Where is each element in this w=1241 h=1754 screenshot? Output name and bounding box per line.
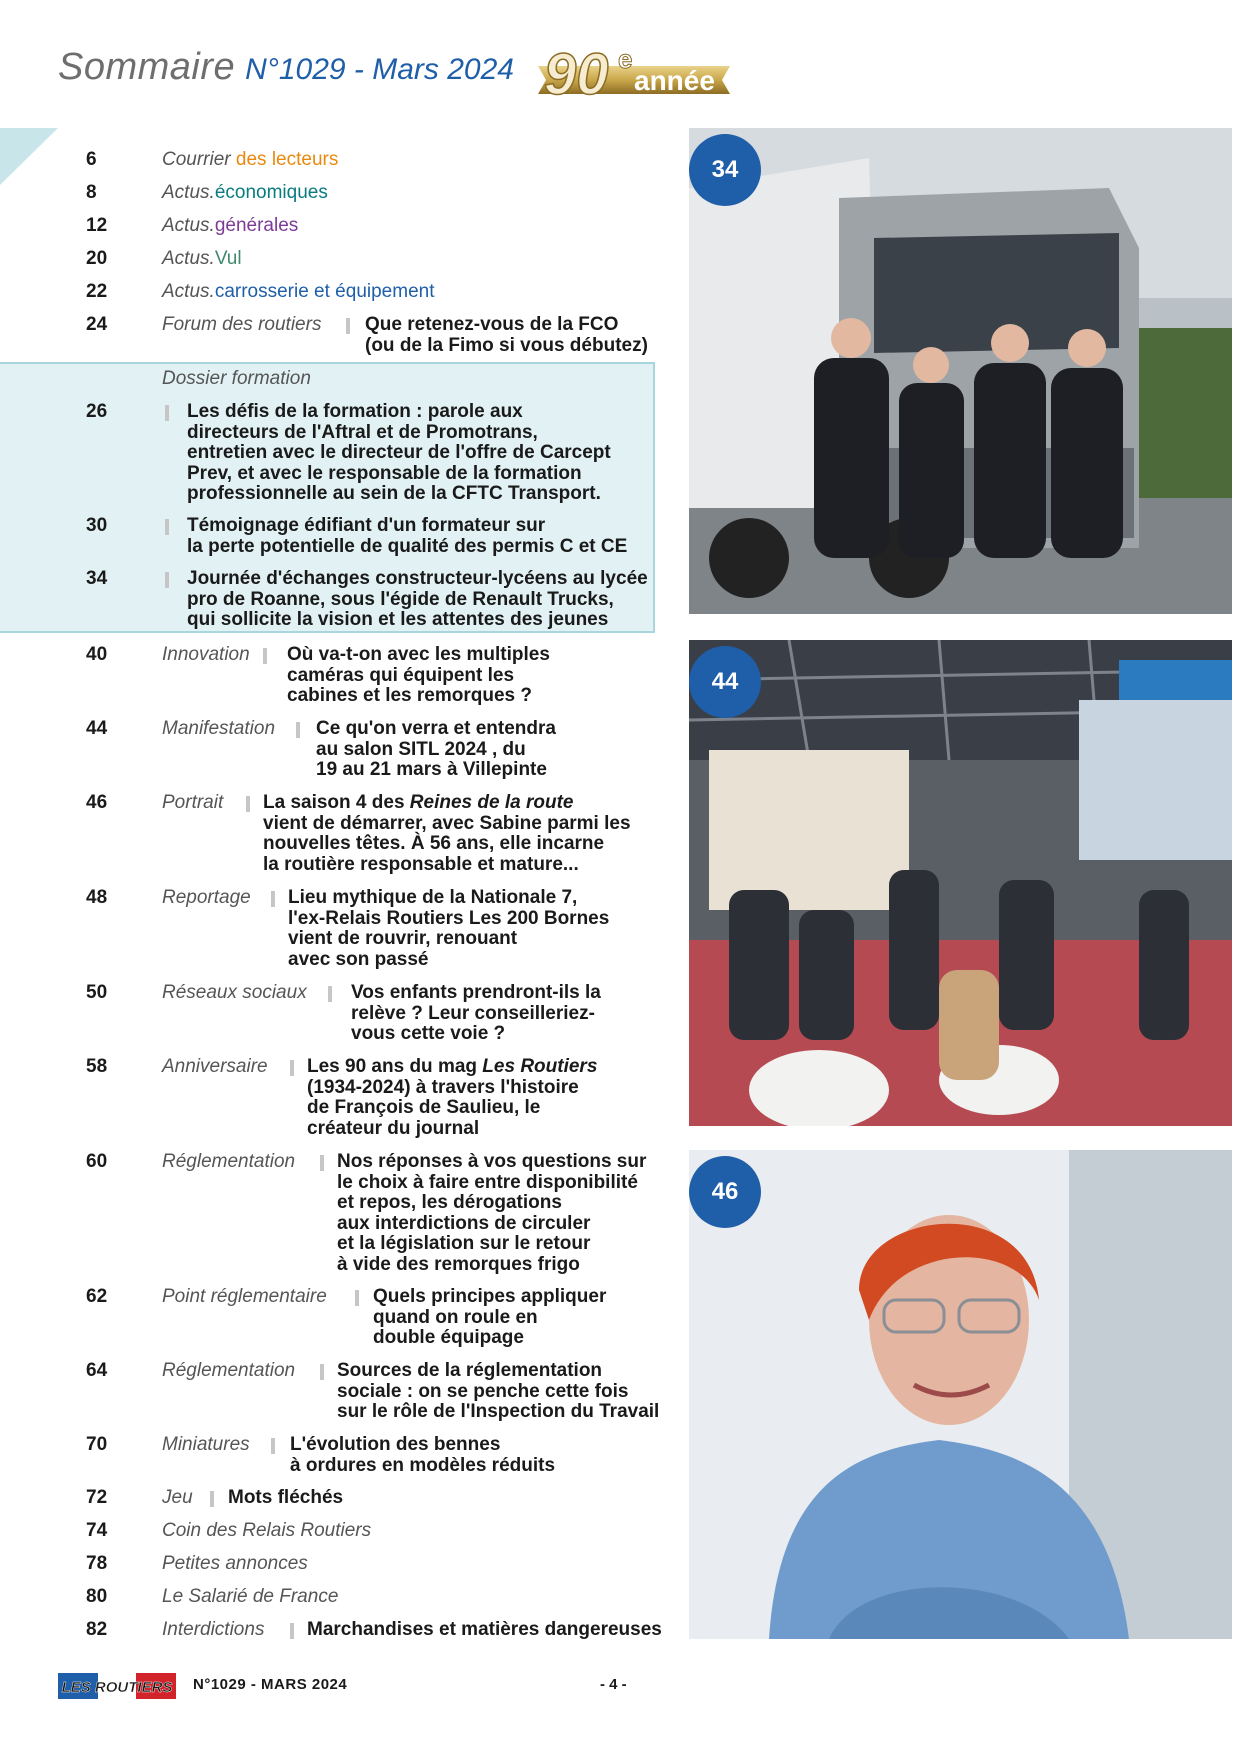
page-title: Sommaire — [58, 46, 236, 88]
photo-page-badge: 46 — [689, 1156, 761, 1228]
toc-category: Réglementation — [162, 1360, 296, 1381]
toc-description: Ce qu'on verra et entendra au salon SITL 2024 , du 19 au 21 mars à Villepinte — [316, 718, 556, 780]
toc-description: Témoignage édifiant d'un formateur sur la perte potentielle de qualité des permis C et CE — [187, 515, 628, 557]
toc-page-number: 72 — [86, 1487, 108, 1508]
separator — [320, 1364, 324, 1380]
toc-page-number: 58 — [86, 1056, 108, 1077]
svg-text:LES ROUTIERS: LES ROUTIERS — [61, 1679, 173, 1696]
toc-page-number: 24 — [86, 314, 108, 335]
toc-category: Réglementation — [162, 1151, 296, 1172]
toc-category: Coin des Relais Routiers — [162, 1520, 372, 1541]
toc-page-number: 70 — [86, 1434, 108, 1455]
separator — [355, 1290, 359, 1306]
toc-description: Les défis de la formation : parole aux directeurs de l'Aftral et de Promotrans, entretien avec le directeur de l'offre de Carcept Prev, et avec le responsable de la formation professionnelle au sein de la CFTC Transport. — [187, 401, 611, 504]
separator — [263, 648, 267, 664]
issue-label: N°1029 - Mars 2024 — [245, 53, 514, 86]
anniversary-suffix: e — [618, 44, 633, 74]
anniversary-word: année — [634, 65, 715, 96]
separator — [271, 1438, 275, 1454]
separator — [246, 796, 250, 812]
photo-page-badge: 34 — [689, 134, 761, 206]
toc-page-number: 64 — [86, 1360, 108, 1381]
toc-page-number: 8 — [86, 182, 97, 203]
toc-description: Journée d'échanges constructeur-lycéens au lycée pro de Roanne, sous l'égide de Renault Trucks, qui sollicite la vision et les attentes des jeunes — [187, 568, 648, 630]
dossier-title: Dossier formation — [162, 368, 311, 389]
photo-page-badge: 44 — [689, 646, 761, 718]
separator — [320, 1155, 324, 1171]
toc-category: Petites annonces — [162, 1553, 308, 1574]
toc-category: Reportage — [162, 887, 251, 908]
toc-page-number: 46 — [86, 792, 108, 813]
toc-category: Innovation — [162, 644, 250, 665]
photo-trade-show — [689, 640, 1232, 1126]
toc-page-number: 12 — [86, 215, 108, 236]
toc-page-number: 34 — [86, 568, 108, 589]
toc-page-number: 30 — [86, 515, 108, 536]
toc-description: Où va-t-on avec les multiples caméras qui équipent les cabines et les remorques ? — [287, 644, 550, 706]
toc-category: Réseaux sociaux — [162, 982, 307, 1003]
separator — [290, 1623, 294, 1639]
photo-portrait — [689, 1150, 1232, 1639]
toc-description: Quels principes appliquer quand on roule en double équipage — [373, 1286, 607, 1348]
toc-category: Jeu — [162, 1487, 193, 1508]
separator — [165, 519, 169, 535]
toc-page-number: 44 — [86, 718, 108, 739]
separator — [296, 722, 300, 738]
toc-category: Actus.carrosserie et équipement — [162, 281, 435, 302]
toc-description: La saison 4 des Reines de la route vient de démarrer, avec Sabine parmi les nouvelles têtes. À 56 ans, elle incarne la routière responsable et mature... — [263, 792, 631, 875]
anniversary-badge — [530, 38, 740, 108]
toc-description: Marchandises et matières dangereuses — [307, 1619, 662, 1640]
anniversary-number: 90 — [544, 42, 609, 107]
toc-category: Portrait — [162, 792, 224, 813]
toc-page-number: 6 — [86, 149, 97, 170]
toc-description: Nos réponses à vos questions sur le choix à faire entre disponibilité et repos, les dérogations aux interdictions de circuler et la législation sur le retour à vide des remorques frigo — [337, 1151, 647, 1275]
toc-category: Actus.Vul — [162, 248, 242, 269]
les-routiers-logo — [58, 1673, 176, 1699]
toc-category: Interdictions — [162, 1619, 265, 1640]
toc-page-number: 48 — [86, 887, 108, 908]
toc-page-number: 82 — [86, 1619, 108, 1640]
toc-category: Point réglementaire — [162, 1286, 327, 1307]
toc-page-number: 50 — [86, 982, 108, 1003]
separator — [210, 1491, 214, 1507]
toc-category: Actus.économiques — [162, 182, 328, 203]
photo-truck-group — [689, 128, 1232, 614]
toc-page-number: 26 — [86, 401, 108, 422]
toc-page-number: 80 — [86, 1586, 108, 1607]
corner-decoration — [0, 128, 58, 185]
page-number: - 4 - — [600, 1676, 627, 1693]
page-header — [58, 46, 514, 96]
toc-description: Mots fléchés — [228, 1487, 344, 1508]
toc-category: Courrier des lecteurs — [162, 149, 339, 170]
toc-page-number: 74 — [86, 1520, 108, 1541]
toc-description: Que retenez-vous de la FCO (ou de la Fimo si vous débutez) — [365, 314, 648, 356]
toc-description: Vos enfants prendront-ils la relève ? Leur conseilleriez- vous cette voie ? — [351, 982, 601, 1044]
separator — [165, 405, 169, 421]
separator — [290, 1060, 294, 1076]
toc-category: Miniatures — [162, 1434, 250, 1455]
toc-page-number: 62 — [86, 1286, 108, 1307]
toc-description: Lieu mythique de la Nationale 7, l'ex-Relais Routiers Les 200 Bornes vient de rouvrir, renouant avec son passé — [288, 887, 610, 970]
toc-page-number: 78 — [86, 1553, 108, 1574]
toc-description: L'évolution des bennes à ordures en modèles réduits — [290, 1434, 556, 1476]
toc-page-number: 22 — [86, 281, 108, 302]
toc-description: Sources de la réglementation sociale : on se penche cette fois sur le rôle de l'Inspection du Travail — [337, 1360, 660, 1422]
separator — [271, 891, 275, 907]
separator — [165, 572, 169, 588]
toc-category: Actus.générales — [162, 215, 299, 236]
separator — [328, 986, 332, 1002]
toc-description: Les 90 ans du mag Les Routiers (1934-2024) à travers l'histoire de François de Saulieu, le créateur du journal — [307, 1056, 598, 1139]
toc-page-number: 20 — [86, 248, 108, 269]
toc-category: Manifestation — [162, 718, 276, 739]
toc-category: Le Salarié de France — [162, 1586, 339, 1607]
toc-category: Anniversaire — [162, 1056, 268, 1077]
toc-page-number: 40 — [86, 644, 108, 665]
toc-page-number: 60 — [86, 1151, 108, 1172]
toc-category: Forum des routiers — [162, 314, 322, 335]
separator — [346, 318, 350, 334]
footer-issue: N°1029 - MARS 2024 — [193, 1676, 348, 1693]
